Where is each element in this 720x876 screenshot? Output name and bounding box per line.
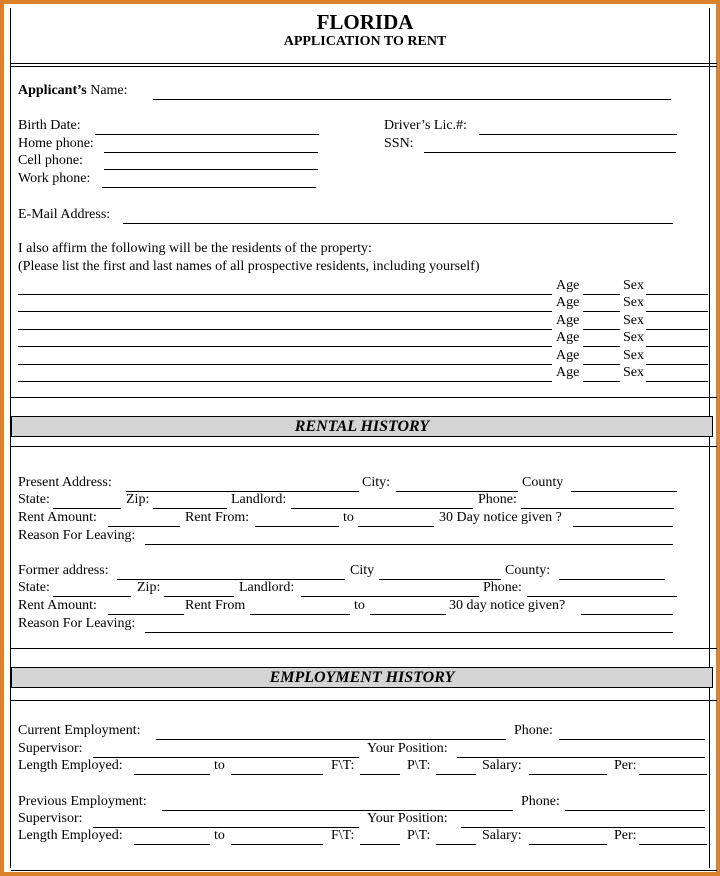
current-pt-label: P\T: <box>407 758 431 773</box>
rental-top-divider <box>11 446 717 447</box>
former-zip-label: Zip: <box>137 580 161 595</box>
rental-section-divider <box>11 648 717 649</box>
previous-length-label: Length Employed: <box>18 828 123 843</box>
former-county-field[interactable] <box>559 579 665 580</box>
email-label: E-Mail Address: <box>18 207 111 222</box>
present-phone-label: Phone: <box>478 492 517 507</box>
resident-age-field[interactable] <box>583 346 620 347</box>
ssn-label: SSN: <box>384 136 414 151</box>
current-phone-label: Phone: <box>514 723 553 738</box>
previous-phone-field[interactable] <box>565 810 705 811</box>
current-pt-field[interactable] <box>436 774 476 775</box>
present-reason-field[interactable] <box>145 544 673 545</box>
applicant-name-rest: Name: <box>90 83 128 98</box>
former-city-label: City <box>350 563 375 578</box>
former-address-label: Former address: <box>18 563 109 578</box>
former-notice-field[interactable] <box>581 614 673 615</box>
resident-age-label: Age <box>556 278 580 293</box>
current-phone-field[interactable] <box>559 739 705 740</box>
present-zip-label: Zip: <box>126 492 150 507</box>
form-page <box>10 8 710 868</box>
form-title: FLORIDA <box>316 10 414 34</box>
current-supervisor-label: Supervisor: <box>18 741 83 756</box>
resident-name-field[interactable] <box>18 311 552 312</box>
home-phone-label: Home phone: <box>18 136 94 151</box>
former-zip-field[interactable] <box>164 596 234 597</box>
resident-age-field[interactable] <box>583 329 620 330</box>
employment-section-divider <box>11 870 717 871</box>
present-landlord-label: Landlord: <box>231 492 287 507</box>
applicant-name-field[interactable] <box>153 99 671 100</box>
cell-phone-field[interactable] <box>104 169 318 170</box>
former-county-label: County: <box>505 563 551 578</box>
header-divider <box>11 63 717 64</box>
current-ft-label: F\T: <box>331 758 355 773</box>
former-rent-amount-label: Rent Amount: <box>18 598 97 613</box>
cell-phone-label: Cell phone: <box>18 153 83 168</box>
affirm-text: I also affirm the following will be the residents of the property: <box>18 241 372 256</box>
rental-history-heading: RENTAL HISTORY <box>11 416 713 437</box>
current-salary-field[interactable] <box>529 774 607 775</box>
current-length-label: Length Employed: <box>18 758 123 773</box>
previous-salary-field[interactable] <box>529 844 607 845</box>
resident-age-label: Age <box>556 295 580 310</box>
previous-salary-label: Salary: <box>482 828 522 843</box>
former-state-field[interactable] <box>53 596 131 597</box>
former-rent-from-label: Rent From <box>185 598 246 613</box>
resident-sex-label: Sex <box>623 330 644 345</box>
present-to-field[interactable] <box>358 526 434 527</box>
former-notice-label: 30 day notice given? <box>449 598 566 613</box>
current-employment-label: Current Employment: <box>18 723 141 738</box>
resident-sex-label: Sex <box>623 365 644 380</box>
previous-per-label: Per: <box>614 828 637 843</box>
current-length-to-field[interactable] <box>231 774 323 775</box>
current-per-label: Per: <box>614 758 637 773</box>
previous-supervisor-label: Supervisor: <box>18 811 83 826</box>
drivers-lic-field[interactable] <box>479 134 677 135</box>
current-supervisor-field[interactable] <box>93 757 359 758</box>
resident-sex-label: Sex <box>623 278 644 293</box>
previous-pt-field[interactable] <box>436 844 476 845</box>
resident-name-field[interactable] <box>18 329 552 330</box>
present-landlord-field[interactable] <box>291 508 473 509</box>
resident-age-label: Age <box>556 348 580 363</box>
previous-length-from-field[interactable] <box>134 844 210 845</box>
resident-sex-field[interactable] <box>646 294 708 295</box>
birth-date-label: Birth Date: <box>18 118 81 133</box>
resident-sex-field[interactable] <box>646 346 708 347</box>
affirm-note: (Please list the first and last names of all prospective residents, including yourself) <box>18 259 480 274</box>
resident-sex-field[interactable] <box>646 329 708 330</box>
previous-ft-label: F\T: <box>331 828 355 843</box>
resident-sex-field[interactable] <box>646 381 708 382</box>
resident-sex-field[interactable] <box>646 311 708 312</box>
current-position-label: Your Position: <box>367 741 448 756</box>
present-rent-amount-label: Rent Amount: <box>18 510 97 525</box>
previous-position-label: Your Position: <box>367 811 448 826</box>
former-reason-label: Reason For Leaving: <box>18 616 136 631</box>
present-county-label: County <box>522 475 564 490</box>
former-state-label: State: <box>18 580 50 595</box>
resident-age-field[interactable] <box>583 381 620 382</box>
previous-supervisor-field[interactable] <box>93 827 359 828</box>
ssn-field[interactable] <box>424 152 676 153</box>
current-length-from-field[interactable] <box>134 774 210 775</box>
current-ft-field[interactable] <box>360 774 400 775</box>
resident-name-field[interactable] <box>18 364 552 365</box>
drivers-lic-label: Driver’s Lic.#: <box>384 118 467 133</box>
present-rent-from-label: Rent From: <box>185 510 250 525</box>
resident-age-label: Age <box>556 365 580 380</box>
work-phone-field[interactable] <box>102 187 316 188</box>
header-divider-2 <box>11 66 717 67</box>
present-address-label: Present Address: <box>18 475 112 490</box>
previous-employment-label: Previous Employment: <box>18 794 147 809</box>
work-phone-label: Work phone: <box>18 171 91 186</box>
current-to-label: to <box>214 758 225 773</box>
resident-sex-label: Sex <box>623 348 644 363</box>
former-landlord-field[interactable] <box>301 596 479 597</box>
resident-age-label: Age <box>556 313 580 328</box>
previous-ft-field[interactable] <box>360 844 400 845</box>
current-salary-label: Salary: <box>482 758 522 773</box>
current-employment-field[interactable] <box>156 739 506 740</box>
previous-phone-label: Phone: <box>521 794 560 809</box>
current-per-field[interactable] <box>639 774 707 775</box>
form-subtitle: APPLICATION TO RENT <box>283 34 447 49</box>
resident-sex-field[interactable] <box>646 364 708 365</box>
resident-name-field[interactable] <box>18 346 552 347</box>
former-landlord-label: Landlord: <box>239 580 295 595</box>
present-notice-field[interactable] <box>573 526 673 527</box>
applicant-name-label <box>18 83 128 99</box>
previous-to-label: to <box>214 828 225 843</box>
email-field[interactable] <box>123 223 673 224</box>
former-to-field[interactable] <box>370 614 446 615</box>
present-county-field[interactable] <box>571 491 677 492</box>
former-phone-label: Phone: <box>483 580 522 595</box>
resident-sex-label: Sex <box>623 313 644 328</box>
present-state-field[interactable] <box>53 508 121 509</box>
former-phone-field[interactable] <box>527 596 677 597</box>
applicant-section-divider <box>11 397 717 398</box>
present-phone-field[interactable] <box>521 508 674 509</box>
resident-name-field[interactable] <box>18 381 552 382</box>
present-rent-from-field[interactable] <box>255 526 339 527</box>
previous-employment-field[interactable] <box>162 810 513 811</box>
present-rent-amount-field[interactable] <box>108 526 180 527</box>
resident-sex-label: Sex <box>623 295 644 310</box>
present-zip-field[interactable] <box>153 508 227 509</box>
resident-name-field[interactable] <box>18 294 552 295</box>
present-state-label: State: <box>18 492 50 507</box>
previous-pt-label: P\T: <box>407 828 431 843</box>
former-rent-amount-field[interactable] <box>108 614 184 615</box>
resident-age-field[interactable] <box>583 294 620 295</box>
former-rent-from-field[interactable] <box>250 614 350 615</box>
home-phone-field[interactable] <box>104 152 318 153</box>
applicant-name-bold: Applicant’s <box>18 83 87 98</box>
present-notice-label: 30 Day notice given ? <box>439 510 562 525</box>
birth-date-field[interactable] <box>95 134 319 135</box>
present-city-label: City: <box>362 475 391 490</box>
previous-length-to-field[interactable] <box>231 844 323 845</box>
previous-per-field[interactable] <box>639 844 707 845</box>
resident-age-field[interactable] <box>583 364 620 365</box>
former-to-label: to <box>354 598 365 613</box>
employment-history-heading: EMPLOYMENT HISTORY <box>11 667 713 688</box>
resident-age-field[interactable] <box>583 311 620 312</box>
resident-age-label: Age <box>556 330 580 345</box>
present-to-label: to <box>343 510 354 525</box>
present-reason-label: Reason For Leaving: <box>18 528 136 543</box>
former-reason-field[interactable] <box>145 632 673 633</box>
employment-top-divider <box>11 700 717 701</box>
